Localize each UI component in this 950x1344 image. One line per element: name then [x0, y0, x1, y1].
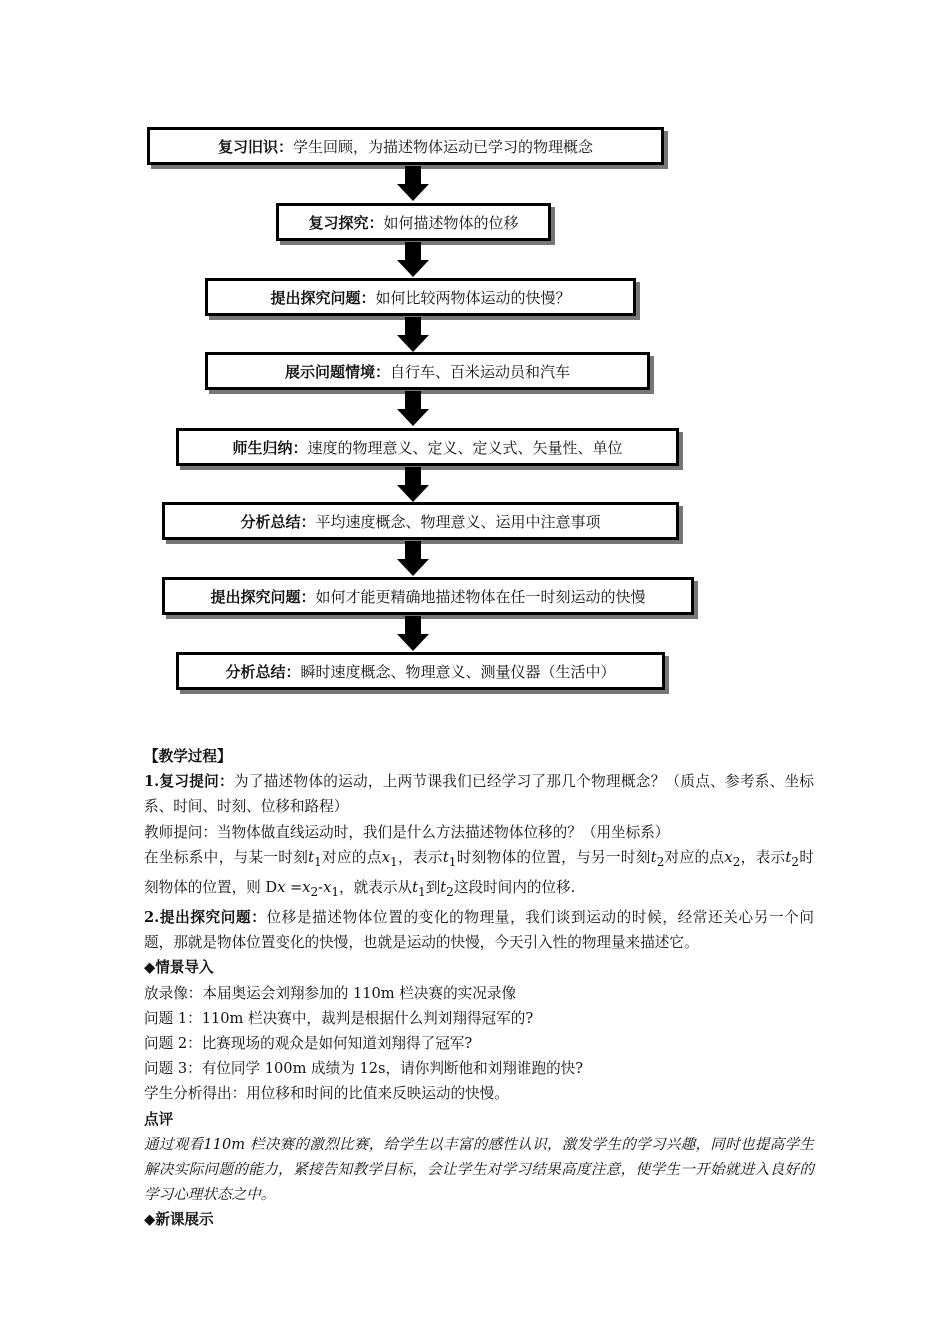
var-t: t	[412, 878, 418, 896]
subscript: 1	[417, 884, 426, 899]
var-x: x	[277, 878, 286, 896]
lesson-text	[144, 744, 814, 1233]
flow-step-7	[162, 577, 694, 615]
paragraph-label: 1.复习提问：	[144, 773, 234, 791]
scene-question-2: 问题 2：比赛现场的观众是如何知道刘翔得了冠军?	[144, 1035, 473, 1053]
text-run: ，	[740, 848, 756, 866]
paragraph-label: 2.提出探究问题：	[144, 909, 267, 927]
down-arrow-icon	[396, 541, 430, 577]
flow-step-8	[176, 652, 665, 690]
flow-step-label: 复习探究：	[308, 213, 384, 232]
var-t: t	[440, 878, 447, 896]
flow-step-4	[205, 352, 650, 390]
scene-question-3: 问题 3：有位同学 100m 成绩为 12s，请你判断他和刘翔谁跑的快?	[144, 1060, 584, 1078]
text-run: =	[285, 878, 303, 896]
var-x: x	[724, 848, 733, 866]
comment-text: 通过观看110m 栏决赛的激烈比赛，给学生以丰富的感性认识，激发学生的学习兴趣，同时也提高学生解决实际问题的能力，紧接告知教学目标，会让学生对学习结果高度注意，使学生一开始就进入良好的学习心理状态之中。	[144, 1135, 814, 1204]
flow-step-text: 速度的物理意义、定义、定义式、矢量性、单位	[307, 438, 623, 457]
text-run: 到	[425, 878, 441, 896]
scene-conclusion: 学生分析得出：用位移和时间的比值来反映运动的快慢。	[144, 1085, 509, 1103]
paragraph-teacher-question: 教师提问：当物体做直线运动时，我们是什么方法描述物体位移的？（用坐标系）	[144, 823, 670, 841]
text-run: ，表示	[397, 848, 443, 866]
heading-scene: ◆情景导入	[144, 959, 214, 977]
flow-step-text: 如何描述物体的位移	[383, 213, 519, 232]
flow-step-label: 展示问题情境：	[284, 362, 390, 381]
paragraph-review	[144, 769, 814, 819]
var-x: x	[302, 878, 311, 896]
text-run: 时刻物体的位置，则 D	[144, 848, 814, 896]
subscript: 1	[331, 884, 340, 899]
var-t: t	[785, 848, 792, 866]
text-run: 时刻物体的位置，与另一时刻	[456, 848, 651, 866]
paragraph-text: 位移是描述物体位置的变化的物理量，我们谈到运动的时候，经常还关心另一个问题，那就是物体位置变化的快慢，也就是运动的快慢，今天引入性的物理量来描述它。	[144, 909, 814, 952]
flow-step-label: 提出探究问题：	[210, 587, 316, 606]
flow-step-1	[147, 127, 664, 165]
flow-step-label: 分析总结：	[225, 662, 301, 681]
flow-step-text: 如何比较两物体运动的快慢？	[375, 288, 571, 307]
flow-step-text: 瞬时速度概念、物理意义、测量仪器（生活中）	[300, 662, 616, 681]
text-run: 在坐标系中，与某一时刻	[144, 848, 309, 866]
text-run: 对应的点	[321, 848, 382, 866]
subscript: 2	[791, 854, 800, 869]
paragraph-inquiry	[144, 905, 814, 955]
down-arrow-icon	[396, 317, 430, 353]
flow-step-text: 自行车、百米运动员和汽车	[390, 362, 571, 381]
var-t: t	[308, 848, 314, 866]
subscript: 1	[314, 854, 322, 869]
flow-step-label: 分析总结：	[240, 512, 316, 531]
text-run: 对应的点	[664, 848, 725, 866]
flow-step-3	[205, 278, 636, 316]
text-run: ，就表示从	[339, 878, 413, 896]
text-run: -	[318, 878, 324, 896]
subscript: 2	[446, 884, 454, 899]
flow-step-text: 如何才能更精确地描述物体在任一时刻运动的快慢	[315, 587, 646, 606]
scene-line: 放录像：本届奥运会刘翔参加的 110m 栏决赛的实况录像	[144, 984, 517, 1002]
subscript: 2	[732, 854, 741, 869]
down-arrow-icon	[396, 391, 430, 427]
subscript: 2	[310, 884, 319, 899]
down-arrow-icon	[396, 242, 430, 278]
flow-step-label: 师生归纳：	[232, 438, 308, 457]
flow-step-2	[276, 203, 551, 241]
var-t: t	[650, 848, 657, 866]
down-arrow-icon	[396, 467, 430, 503]
flow-step-text: 学生回顾，为描述物体运动已学习的物理概念	[293, 137, 594, 156]
flow-step-text: 平均速度概念、物理意义、运用中注意事项	[315, 512, 601, 531]
text-run: 这段时间内的位移.	[453, 878, 576, 896]
subscript: 1	[448, 854, 457, 869]
flow-step-5	[176, 428, 679, 466]
scene-question-1: 问题 1：110m 栏决赛中，裁判是根据什么判刘翔得冠军的?	[144, 1009, 534, 1027]
subscript: 2	[656, 854, 665, 869]
flow-step-label: 复习旧识：	[217, 137, 293, 156]
down-arrow-icon	[396, 166, 430, 202]
text-run: 表示	[755, 848, 786, 866]
subscript: 1	[389, 854, 398, 869]
paragraph-text: 为了描述物体的运动，上两节课我们已经学习了那几个物理概念？（质点、参考系、坐标系、时间、时刻、位移和路程）	[144, 773, 814, 816]
section-title: 【教学过程】	[144, 748, 232, 765]
heading-new-lesson: ◆新课展示	[144, 1211, 214, 1229]
var-x: x	[323, 878, 332, 896]
flow-step-6	[162, 502, 679, 540]
var-x: x	[381, 848, 390, 866]
heading-comment: 点评	[144, 1110, 174, 1128]
paragraph-coordinate	[144, 845, 814, 905]
var-t: t	[442, 848, 449, 866]
flow-step-label: 提出探究问题：	[270, 288, 376, 307]
down-arrow-icon	[396, 616, 430, 652]
